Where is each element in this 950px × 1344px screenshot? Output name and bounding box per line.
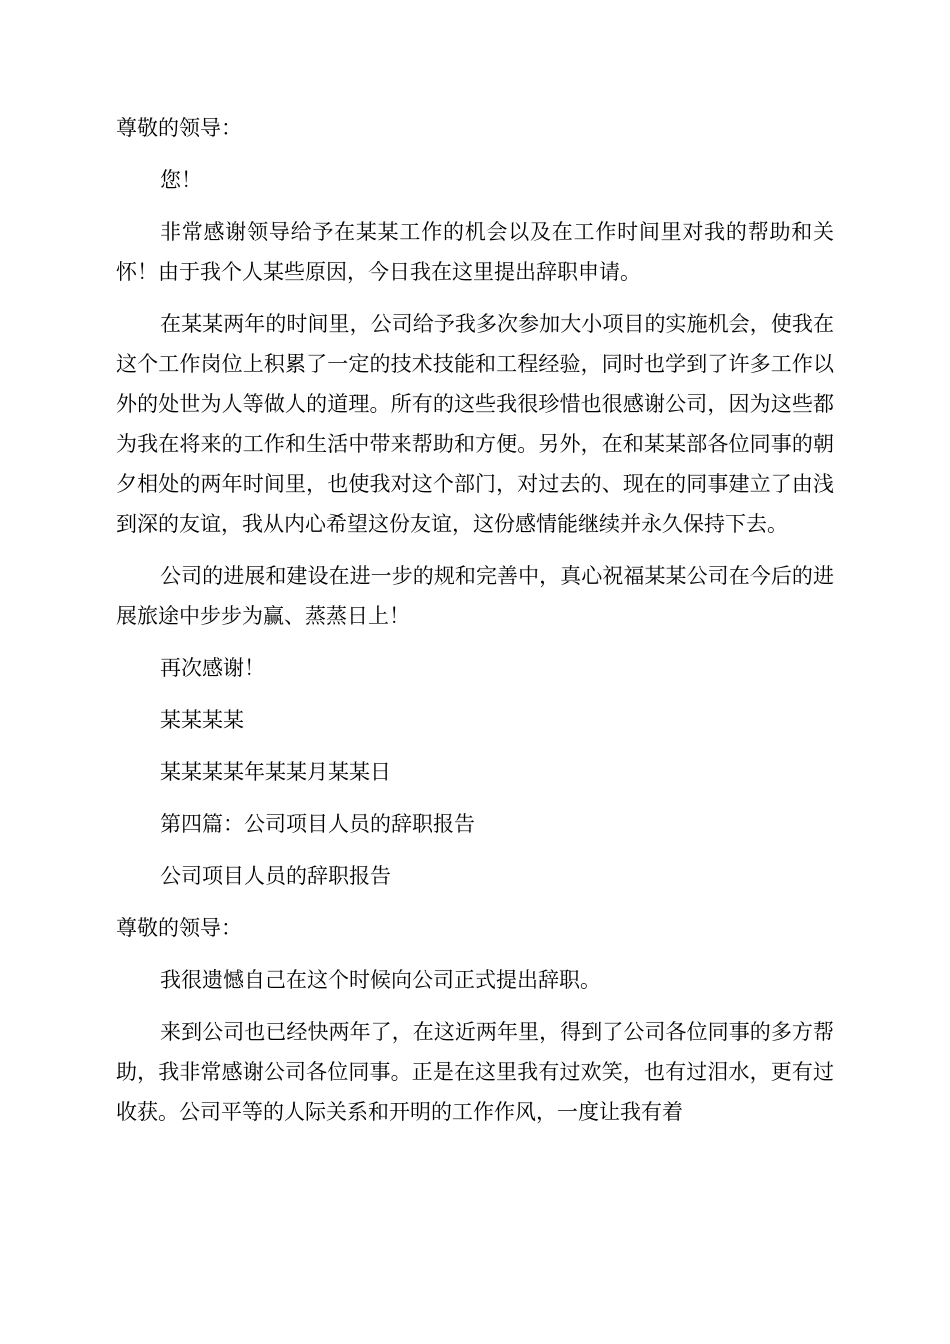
- greeting: 您！: [160, 168, 202, 192]
- body-paragraph: 公司的进展和建设在进一步的规和完善中，真心祝福某某公司在今后的进展旅途中步步为赢、蒸蒸日上！: [116, 564, 834, 628]
- body-paragraph: 在某某两年的时间里，公司给予我多次参加大小项目的实施机会，使我在这个工作岗位上积累了一定的技术技能和工程经验，同时也学到了许多工作以外的处世为人等做人的道理。所有的这些我很珍惜也很感谢公司，因为这些都为我在将来的工作和生活中带来帮助和方便。另外，在和某某部各位同事的朝夕相处的两年时间里，也使我对这个部门，对过去的、现在的同事建立了由浅到深的友谊，我从内心希望这份友谊，这份感情能继续并永久保持下去。: [116, 312, 834, 536]
- document-body: [116, 108, 834, 1144]
- body-paragraph: 我很遗憾自己在这个时候向公司正式提出辞职。: [160, 968, 601, 992]
- body-paragraph: 来到公司也已经快两年了，在这近两年里，得到了公司各位同事的多方帮助，我非常感谢公司各位同事。正是在这里我有过欢笑，也有过泪水，更有过收获。公司平等的人际关系和开明的工作作风，一度让我有着: [116, 1020, 834, 1124]
- closing-thanks: 再次感谢！: [160, 656, 265, 680]
- signature-name: 某某某某: [160, 708, 244, 732]
- salutation: 尊敬的领导：: [116, 916, 242, 940]
- signature-date: 某某某某年某某月某某日: [160, 760, 391, 784]
- document-title: 公司项目人员的辞职报告: [160, 864, 391, 888]
- section-heading: 第四篇：公司项目人员的辞职报告: [160, 812, 475, 836]
- salutation: 尊敬的领导：: [116, 116, 242, 140]
- body-paragraph: 非常感谢领导给予在某某工作的机会以及在工作时间里对我的帮助和关怀！由于我个人某些原因，今日我在这里提出辞职申请。: [116, 220, 834, 284]
